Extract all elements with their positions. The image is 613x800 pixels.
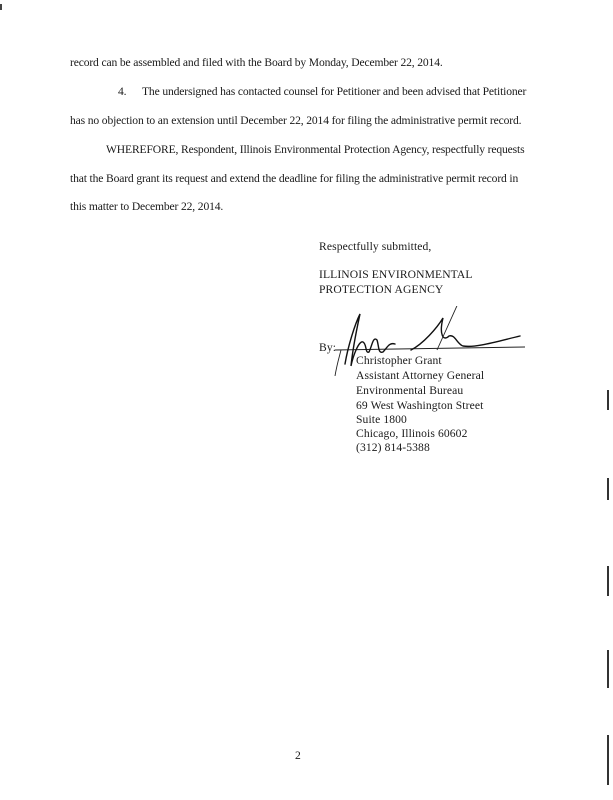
address-city: Chicago, Illinois 60602 [356, 427, 468, 440]
page-number: 2 [295, 749, 301, 762]
signer-name: Christopher Grant [356, 354, 442, 367]
scan-edge-mark [607, 735, 609, 785]
signer-title: Assistant Attorney General [356, 369, 485, 382]
agency-name: PROTECTION AGENCY [319, 283, 444, 296]
address-suite: Suite 1800 [356, 413, 407, 426]
scan-edge-mark [607, 566, 609, 596]
body-line: this matter to December 22, 2014. [70, 200, 224, 213]
body-line: has no objection to an extension until December 22, 2014 for filing the administrative permit record. [70, 114, 522, 127]
signer-bureau: Environmental Bureau [356, 384, 464, 397]
agency-name: ILLINOIS ENVIRONMENTAL [319, 268, 473, 281]
paragraph-number: 4. [118, 85, 127, 98]
scan-edge-mark [607, 478, 609, 500]
by-label: By: [319, 341, 337, 354]
body-line: WHEREFORE, Respondent, Illinois Environmental Protection Agency, respectfully requests [106, 143, 525, 156]
body-line: The undersigned has contacted counsel for Petitioner and been advised that Petitioner [142, 85, 527, 98]
scan-edge-mark [607, 390, 609, 410]
scan-mark [0, 4, 2, 10]
body-line: that the Board grant its request and extend the deadline for filing the administrative permit record in [70, 172, 519, 185]
closing: Respectfully submitted, [319, 240, 432, 253]
phone-number: (312) 814-5388 [356, 441, 430, 454]
body-line: record can be assembled and filed with the Board by Monday, December 22, 2014. [70, 56, 443, 69]
address-street: 69 West Washington Street [356, 399, 484, 412]
scan-edge-mark [607, 650, 609, 688]
